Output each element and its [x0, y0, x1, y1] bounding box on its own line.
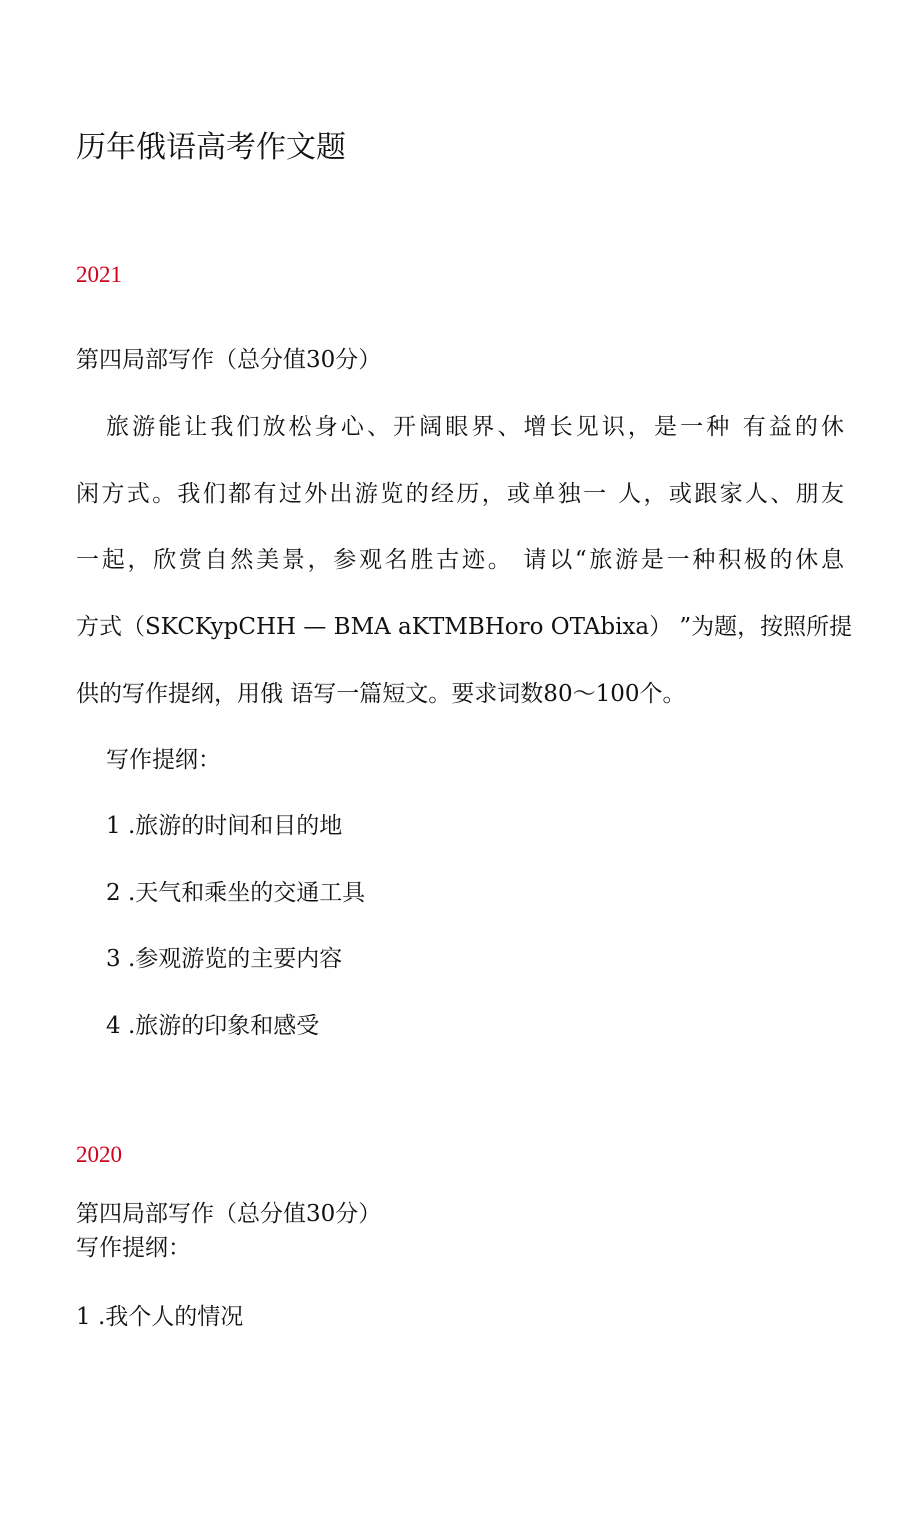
paragraph-line: 旅游能让我们放松身心、开阔眼界、增长见识，是一种 有益的休 [106, 414, 844, 440]
outline-item: 4 .旅游的印象和感受 [106, 1013, 320, 1039]
paragraph-line: 供的写作提纲，用俄 语写一篇短文。要求词数80～100个。 [76, 681, 686, 707]
outline-item: 1 .我个人的情况 [76, 1304, 244, 1330]
outline-item: 2 .天气和乘坐的交通工具 [106, 880, 366, 906]
outline-label: 写作提纲： [106, 747, 221, 773]
year-heading-2020: 2020 [76, 1142, 122, 1167]
outline-item: 3 .参观游览的主要内容 [106, 946, 343, 972]
part-heading: 第四局部写作（总分值30分） [76, 347, 382, 373]
page-title: 历年俄语高考作文题 [76, 130, 346, 165]
outline-item: 1 .旅游的时间和目的地 [106, 813, 343, 839]
year-heading-2021: 2021 [76, 262, 122, 287]
paragraph-line: 方式（SKCKypCHH — BMA aKTMBHoro OTAbixa） ”为题，按照所提 [76, 614, 853, 640]
part-heading: 第四局部写作（总分值30分） [76, 1201, 382, 1227]
paragraph-line: 一起，欣赏自然美景，参观名胜古迹。 请以“旅游是一种积极的休息 [76, 547, 844, 573]
outline-label: 写作提纲： [76, 1235, 191, 1261]
paragraph-line: 闲方式。我们都有过外出游览的经历，或单独一 人，或跟家人、朋友 [76, 481, 844, 507]
